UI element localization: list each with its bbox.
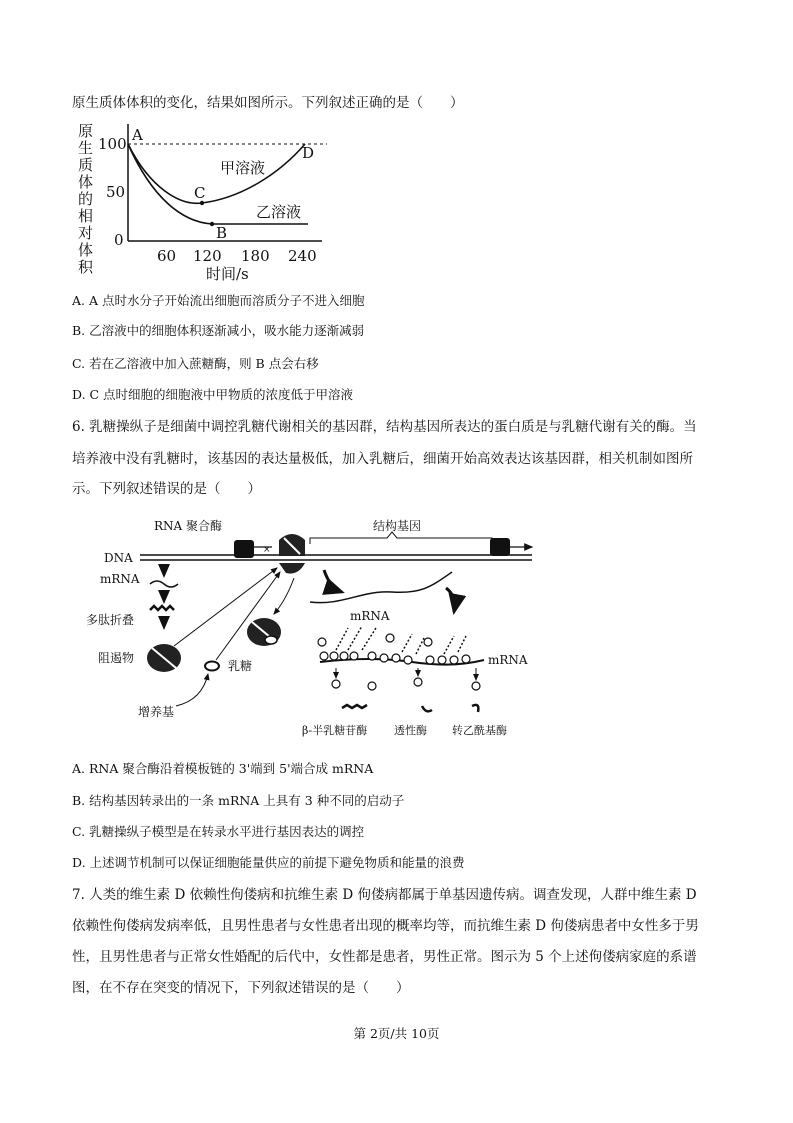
svg-text:质: 质 [78, 156, 94, 174]
q7-stem-line-4: 图，在不存在突变的情况下，下列叙述错误的是（ ） [72, 980, 410, 996]
q6-label-mrna-right: mRNA [488, 653, 528, 667]
q6-label-enzyme-permease: 透性酶 [394, 724, 427, 737]
svg-text:对: 对 [78, 224, 94, 242]
q5-xtick-60: 60 [157, 247, 177, 265]
q6-label-repressor: 阻遏物 [98, 651, 135, 665]
q7-stem-line-1: 7. 人类的维生素 D 依赖性佝偻病和抗维生素 D 佝偻病都属于单基因遗传病。调查发现，人群中维生素 D [72, 887, 697, 903]
page-footer: 第 2页/共 10页 [353, 1026, 440, 1041]
repressor-lactose-complex [247, 618, 281, 646]
q6-option-b: B. 结构基因转录出的一条 mRNA 上具有 3 种不同的启动子 [72, 793, 405, 808]
q5-option-d: D. C 点时细胞的细胞液中甲物质的浓度低于甲溶液 [72, 387, 354, 402]
q5-xtick-180: 180 [241, 247, 270, 265]
q5-xtick-240: 240 [288, 247, 317, 265]
q6-label-enzyme-transacetylase: 转乙酰基酶 [452, 724, 507, 737]
q6-option-d: D. 上述调节机制可以保证细胞能量供应的前提下避免物质和能量的浪费 [72, 855, 465, 870]
q5-point-d: D [302, 144, 315, 162]
q5-ylabel [78, 122, 94, 276]
q6-operon-diagram [72, 510, 552, 745]
repressor-on-dna [279, 534, 305, 574]
q6-stem-line-2: 培养液中没有乳糖时，该基因的表达量极低，加入乳糖后，细菌开始高效表达该基因群，相关机制如图所 [72, 451, 693, 467]
svg-text:的: 的 [78, 190, 94, 208]
svg-text:原: 原 [78, 122, 94, 140]
q6-option-a: A. RNA 聚合酶沿着模板链的 3'端到 5'端合成 mRNA [72, 761, 374, 776]
q5-option-b: B. 乙溶液中的细胞体积逐渐减小，吸水能力逐渐减弱 [72, 323, 365, 338]
q5-point-a: A [132, 126, 143, 144]
q5-stem: 原生质体体积的变化，结果如图所示。下列叙述正确的是（ ） [72, 95, 464, 111]
q7-stem-line-3: 性，且男性患者与正常女性婚配的后代中，女性都是患者，男性正常。图示为 5 个上述佝偻病家庭的系谱 [72, 949, 697, 965]
q6-stem-line-1: 6. 乳糖操纵子是细菌中调控乳糖代谢相关的基因群，结构基因所表达的蛋白质是与乳糖代谢有关的酶。当 [72, 419, 697, 435]
q5-ytick-50: 50 [106, 183, 126, 201]
svg-text:积: 积 [78, 258, 94, 276]
q6-option-c: C. 乳糖操纵子模型是在转录水平进行基因表达的调控 [72, 824, 365, 839]
q6-label-mrna-left: mRNA [100, 572, 140, 586]
q6-stem-line-3: 示。下列叙述错误的是（ ） [72, 481, 261, 497]
svg-text:×: × [263, 545, 271, 555]
q5-label-jia: 甲溶液 [220, 159, 266, 177]
q7-stem-line-2: 依赖性佝偻病发病率低，且男性患者与女性患者出现的概率均等，而抗维生素 D 佝偻病患者中女性多于男 [72, 918, 699, 934]
q6-label-peptide-folding: 多肽折叠 [86, 613, 135, 627]
q5-option-a: A. A 点时水分子开始流出细胞而溶质分子不进入细胞 [72, 293, 365, 308]
q5-xtick-120: 120 [193, 247, 222, 265]
q5-curve-jia [128, 144, 305, 203]
q5-xlabel: 时间/s [206, 265, 249, 283]
ribosomes [318, 634, 480, 690]
q5-point-c: C [194, 184, 206, 202]
q6-label-lactose: 乳糖 [228, 659, 253, 673]
q6-label-rna-polymerase: RNA 聚合酶 [154, 519, 223, 533]
svg-text:体: 体 [78, 173, 94, 191]
q5-point-b: B [216, 224, 228, 242]
q6-label-mrna-middle: mRNA [350, 609, 390, 623]
rna-polymerase-block [234, 540, 254, 558]
q6-label-dna: DNA [104, 551, 133, 565]
q6-label-medium: 增养基 [138, 705, 175, 719]
q5-label-yi: 乙溶液 [256, 203, 302, 221]
q5-ytick-0: 0 [114, 231, 124, 249]
svg-text:体: 体 [78, 241, 94, 259]
q5-option-c: C. 若在乙溶液中加入蔗糖酶，则 B 点会右移 [72, 356, 319, 371]
q6-label-enzyme-galactosidase: β-半乳糖苷酶 [302, 724, 368, 737]
repressor-free [147, 644, 181, 672]
svg-text:相: 相 [78, 207, 94, 225]
q5-ytick-100: 100 [98, 135, 127, 153]
svg-text:生: 生 [78, 139, 94, 157]
q5-volume-graph [72, 118, 342, 288]
q6-label-structural-gene: 结构基因 [373, 519, 422, 533]
